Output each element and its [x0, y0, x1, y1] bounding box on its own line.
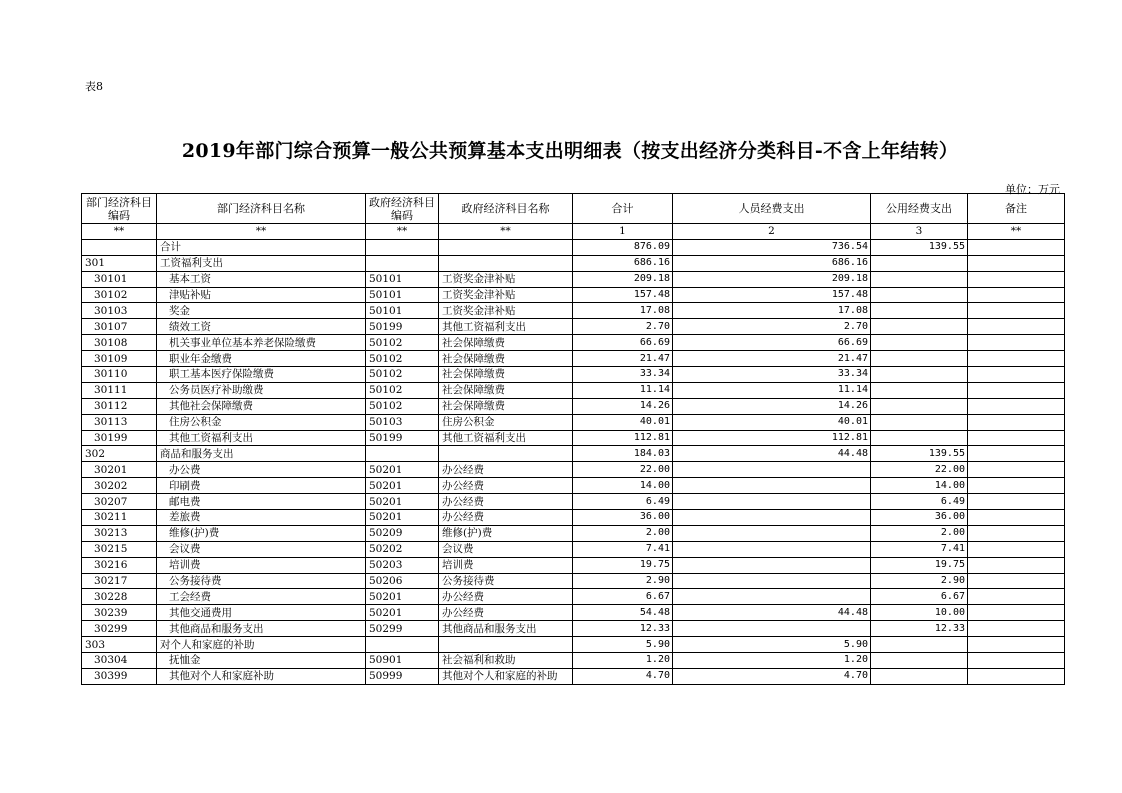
dept-name-cell: 印刷费 [157, 478, 366, 494]
total-cell: 686.16 [573, 255, 673, 271]
gov-code-cell: 50901 [366, 653, 439, 669]
public-cell [871, 351, 968, 367]
remarks-cell [968, 287, 1065, 303]
table-row [82, 637, 1065, 653]
column-index-row [82, 224, 1065, 240]
remarks-cell [968, 668, 1065, 684]
public-cell: 12.33 [871, 621, 968, 637]
dept-name-cell: 职工基本医疗保险缴费 [157, 367, 366, 383]
table-row [82, 398, 1065, 414]
remarks-cell [968, 462, 1065, 478]
gov-name-cell: 工资奖金津补贴 [439, 271, 573, 287]
remarks-cell [968, 414, 1065, 430]
personnel-cell: 686.16 [673, 255, 871, 271]
personnel-cell: 736.54 [673, 239, 871, 255]
table-row [82, 319, 1065, 335]
remarks-cell [968, 271, 1065, 287]
public-cell: 7.41 [871, 541, 968, 557]
public-cell [871, 637, 968, 653]
col-header-dept-name: 部门经济科目名称 [157, 194, 366, 224]
gov-code-cell [366, 637, 439, 653]
dept-code-cell: 30102 [82, 287, 157, 303]
dept-name-cell: 差旅费 [157, 510, 366, 526]
column-index: 2 [673, 224, 871, 240]
gov-code-cell: 50201 [366, 462, 439, 478]
public-cell [871, 271, 968, 287]
remarks-cell [968, 255, 1065, 271]
gov-code-cell: 50206 [366, 573, 439, 589]
gov-code-cell: 50102 [366, 367, 439, 383]
personnel-cell: 66.69 [673, 335, 871, 351]
public-cell: 10.00 [871, 605, 968, 621]
remarks-cell [968, 478, 1065, 494]
total-cell: 184.03 [573, 446, 673, 462]
public-cell: 139.55 [871, 239, 968, 255]
dept-code-cell: 30108 [82, 335, 157, 351]
personnel-cell [673, 589, 871, 605]
total-cell: 6.49 [573, 494, 673, 510]
column-index: ** [157, 224, 366, 240]
gov-code-cell: 50201 [366, 510, 439, 526]
total-cell: 2.90 [573, 573, 673, 589]
total-cell: 1.20 [573, 653, 673, 669]
dept-code-cell: 30239 [82, 605, 157, 621]
col-header-dept-code: 部门经济科目编码 [82, 194, 157, 224]
table-row [82, 494, 1065, 510]
column-index: ** [82, 224, 157, 240]
total-cell: 12.33 [573, 621, 673, 637]
dept-name-cell: 办公费 [157, 462, 366, 478]
personnel-cell: 4.70 [673, 668, 871, 684]
dept-name-cell: 机关事业单位基本养老保险缴费 [157, 335, 366, 351]
table-row [82, 541, 1065, 557]
gov-code-cell: 50102 [366, 382, 439, 398]
remarks-cell [968, 557, 1065, 573]
personnel-cell: 11.14 [673, 382, 871, 398]
dept-code-cell: 303 [82, 637, 157, 653]
dept-code-cell: 30107 [82, 319, 157, 335]
personnel-cell: 5.90 [673, 637, 871, 653]
dept-code-cell: 30199 [82, 430, 157, 446]
personnel-cell: 14.26 [673, 398, 871, 414]
remarks-cell [968, 398, 1065, 414]
public-cell [871, 398, 968, 414]
gov-name-cell: 维修(护)费 [439, 525, 573, 541]
col-header-gov-code: 政府经济科目编码 [366, 194, 439, 224]
remarks-cell [968, 494, 1065, 510]
dept-code-cell [82, 239, 157, 255]
gov-code-cell: 50209 [366, 525, 439, 541]
remarks-cell [968, 430, 1065, 446]
personnel-cell [673, 478, 871, 494]
dept-code-cell: 30213 [82, 525, 157, 541]
dept-name-cell: 对个人和家庭的补助 [157, 637, 366, 653]
table-row [82, 239, 1065, 255]
dept-code-cell: 301 [82, 255, 157, 271]
total-cell: 7.41 [573, 541, 673, 557]
public-cell [871, 668, 968, 684]
remarks-cell [968, 319, 1065, 335]
dept-name-cell: 抚恤金 [157, 653, 366, 669]
table-row [82, 271, 1065, 287]
public-cell: 2.00 [871, 525, 968, 541]
personnel-cell [673, 510, 871, 526]
remarks-cell [968, 589, 1065, 605]
table-row [82, 589, 1065, 605]
dept-code-cell: 30109 [82, 351, 157, 367]
remarks-cell [968, 621, 1065, 637]
dept-name-cell: 公务接待费 [157, 573, 366, 589]
dept-name-cell: 其他对个人和家庭补助 [157, 668, 366, 684]
table-row [82, 668, 1065, 684]
public-cell: 2.90 [871, 573, 968, 589]
dept-code-cell: 30103 [82, 303, 157, 319]
dept-code-cell: 30111 [82, 382, 157, 398]
dept-name-cell: 公务员医疗补助缴费 [157, 382, 366, 398]
dept-code-cell: 30211 [82, 510, 157, 526]
remarks-cell [968, 525, 1065, 541]
remarks-cell [968, 382, 1065, 398]
gov-code-cell: 50201 [366, 478, 439, 494]
table-row [82, 335, 1065, 351]
col-header-total: 合计 [573, 194, 673, 224]
total-cell: 209.18 [573, 271, 673, 287]
gov-name-cell: 办公经费 [439, 494, 573, 510]
remarks-cell [968, 446, 1065, 462]
dept-code-cell: 302 [82, 446, 157, 462]
personnel-cell: 44.48 [673, 446, 871, 462]
dept-code-cell: 30101 [82, 271, 157, 287]
personnel-cell: 17.08 [673, 303, 871, 319]
public-cell: 6.49 [871, 494, 968, 510]
dept-code-cell: 30217 [82, 573, 157, 589]
budget-table [81, 193, 1065, 685]
gov-name-cell: 办公经费 [439, 605, 573, 621]
remarks-cell [968, 653, 1065, 669]
dept-name-cell: 工资福利支出 [157, 255, 366, 271]
table-row [82, 303, 1065, 319]
gov-name-cell: 工资奖金津补贴 [439, 287, 573, 303]
gov-code-cell: 50102 [366, 351, 439, 367]
table-row [82, 382, 1065, 398]
personnel-cell: 40.01 [673, 414, 871, 430]
table-row [82, 351, 1065, 367]
dept-name-cell: 奖金 [157, 303, 366, 319]
unit-label: 单位：万元 [1005, 183, 1060, 196]
table-header [82, 194, 1065, 240]
public-cell [871, 335, 968, 351]
gov-code-cell: 50199 [366, 430, 439, 446]
column-index: ** [968, 224, 1065, 240]
table-row [82, 478, 1065, 494]
table-row [82, 605, 1065, 621]
dept-name-cell: 培训费 [157, 557, 366, 573]
remarks-cell [968, 351, 1065, 367]
gov-code-cell: 50101 [366, 303, 439, 319]
gov-name-cell: 会议费 [439, 541, 573, 557]
personnel-cell [673, 462, 871, 478]
page-title: 2019年部门综合预算一般公共预算基本支出明细表（按支出经济分类科目-不含上年结转） [181, 140, 959, 162]
col-header-gov-name: 政府经济科目名称 [439, 194, 573, 224]
table-row [82, 414, 1065, 430]
table-row [82, 573, 1065, 589]
dept-name-cell: 职业年金缴费 [157, 351, 366, 367]
gov-code-cell: 50102 [366, 398, 439, 414]
public-cell: 36.00 [871, 510, 968, 526]
gov-name-cell: 社会福利和救助 [439, 653, 573, 669]
table-row [82, 621, 1065, 637]
gov-name-cell: 其他商品和服务支出 [439, 621, 573, 637]
total-cell: 17.08 [573, 303, 673, 319]
dept-code-cell: 30215 [82, 541, 157, 557]
gov-code-cell: 50101 [366, 287, 439, 303]
dept-name-cell: 其他社会保障缴费 [157, 398, 366, 414]
personnel-cell: 21.47 [673, 351, 871, 367]
public-cell [871, 414, 968, 430]
personnel-cell [673, 621, 871, 637]
dept-code-cell: 30228 [82, 589, 157, 605]
remarks-cell [968, 303, 1065, 319]
personnel-cell: 1.20 [673, 653, 871, 669]
total-cell: 33.34 [573, 367, 673, 383]
table-row [82, 287, 1065, 303]
table-row [82, 510, 1065, 526]
dept-name-cell: 会议费 [157, 541, 366, 557]
remarks-cell [968, 605, 1065, 621]
dept-name-cell: 维修(护)费 [157, 525, 366, 541]
public-cell [871, 367, 968, 383]
table-row [82, 367, 1065, 383]
dept-name-cell: 其他商品和服务支出 [157, 621, 366, 637]
personnel-cell [673, 541, 871, 557]
total-cell: 2.00 [573, 525, 673, 541]
total-cell: 40.01 [573, 414, 673, 430]
dept-code-cell: 30399 [82, 668, 157, 684]
total-cell: 14.26 [573, 398, 673, 414]
table-row [82, 446, 1065, 462]
total-cell: 36.00 [573, 510, 673, 526]
total-cell: 2.70 [573, 319, 673, 335]
gov-code-cell: 50101 [366, 271, 439, 287]
dept-name-cell: 工会经费 [157, 589, 366, 605]
table-body [82, 239, 1065, 684]
gov-code-cell: 50199 [366, 319, 439, 335]
public-cell [871, 319, 968, 335]
dept-code-cell: 30201 [82, 462, 157, 478]
gov-code-cell: 50202 [366, 541, 439, 557]
remarks-cell [968, 510, 1065, 526]
remarks-cell [968, 573, 1065, 589]
dept-code-cell: 30216 [82, 557, 157, 573]
gov-name-cell: 其他工资福利支出 [439, 430, 573, 446]
personnel-cell: 2.70 [673, 319, 871, 335]
total-cell: 4.70 [573, 668, 673, 684]
gov-name-cell: 其他对个人和家庭的补助 [439, 668, 573, 684]
remarks-cell [968, 239, 1065, 255]
gov-name-cell: 工资奖金津补贴 [439, 303, 573, 319]
gov-name-cell: 培训费 [439, 557, 573, 573]
column-index: 1 [573, 224, 673, 240]
public-cell: 19.75 [871, 557, 968, 573]
gov-name-cell [439, 637, 573, 653]
table-row [82, 557, 1065, 573]
gov-name-cell: 办公经费 [439, 510, 573, 526]
gov-name-cell: 社会保障缴费 [439, 351, 573, 367]
gov-code-cell [366, 446, 439, 462]
gov-code-cell: 50201 [366, 589, 439, 605]
dept-name-cell: 绩效工资 [157, 319, 366, 335]
gov-name-cell [439, 239, 573, 255]
dept-name-cell: 基本工资 [157, 271, 366, 287]
total-cell: 11.14 [573, 382, 673, 398]
dept-name-cell: 商品和服务支出 [157, 446, 366, 462]
public-cell: 139.55 [871, 446, 968, 462]
gov-name-cell: 社会保障缴费 [439, 398, 573, 414]
personnel-cell: 209.18 [673, 271, 871, 287]
dept-code-cell: 30299 [82, 621, 157, 637]
gov-code-cell: 50999 [366, 668, 439, 684]
gov-code-cell: 50103 [366, 414, 439, 430]
total-cell: 19.75 [573, 557, 673, 573]
public-cell [871, 255, 968, 271]
dept-code-cell: 30207 [82, 494, 157, 510]
personnel-cell [673, 557, 871, 573]
gov-code-cell [366, 239, 439, 255]
col-header-public: 公用经费支出 [871, 194, 968, 224]
gov-name-cell: 其他工资福利支出 [439, 319, 573, 335]
personnel-cell: 112.81 [673, 430, 871, 446]
remarks-cell [968, 637, 1065, 653]
table-row [82, 653, 1065, 669]
gov-code-cell: 50201 [366, 494, 439, 510]
gov-name-cell: 住房公积金 [439, 414, 573, 430]
gov-code-cell: 50203 [366, 557, 439, 573]
total-cell: 54.48 [573, 605, 673, 621]
gov-name-cell: 社会保障缴费 [439, 382, 573, 398]
gov-code-cell: 50102 [366, 335, 439, 351]
dept-name-cell: 其他工资福利支出 [157, 430, 366, 446]
dept-name-cell: 住房公积金 [157, 414, 366, 430]
column-index: 3 [871, 224, 968, 240]
gov-name-cell: 社会保障缴费 [439, 335, 573, 351]
table-row [82, 462, 1065, 478]
public-cell [871, 653, 968, 669]
public-cell: 22.00 [871, 462, 968, 478]
total-cell: 5.90 [573, 637, 673, 653]
total-cell: 22.00 [573, 462, 673, 478]
remarks-cell [968, 541, 1065, 557]
dept-code-cell: 30304 [82, 653, 157, 669]
public-cell [871, 382, 968, 398]
gov-name-cell [439, 446, 573, 462]
remarks-cell [968, 367, 1065, 383]
public-cell: 14.00 [871, 478, 968, 494]
gov-name-cell: 办公经费 [439, 462, 573, 478]
total-cell: 112.81 [573, 430, 673, 446]
dept-name-cell: 邮电费 [157, 494, 366, 510]
gov-name-cell: 公务接待费 [439, 573, 573, 589]
table-row [82, 255, 1065, 271]
total-cell: 66.69 [573, 335, 673, 351]
table-row [82, 430, 1065, 446]
personnel-cell [673, 494, 871, 510]
total-cell: 21.47 [573, 351, 673, 367]
public-cell [871, 303, 968, 319]
gov-code-cell: 50201 [366, 605, 439, 621]
gov-name-cell: 办公经费 [439, 478, 573, 494]
remarks-cell [968, 335, 1065, 351]
total-cell: 157.48 [573, 287, 673, 303]
col-header-remarks: 备注 [968, 194, 1065, 224]
dept-code-cell: 30112 [82, 398, 157, 414]
table-row [82, 525, 1065, 541]
dept-name-cell: 津贴补贴 [157, 287, 366, 303]
total-cell: 14.00 [573, 478, 673, 494]
personnel-cell: 33.34 [673, 367, 871, 383]
gov-name-cell [439, 255, 573, 271]
personnel-cell [673, 573, 871, 589]
public-cell [871, 287, 968, 303]
gov-code-cell: 50299 [366, 621, 439, 637]
dept-name-cell: 其他交通费用 [157, 605, 366, 621]
total-cell: 6.67 [573, 589, 673, 605]
table-label: 表8 [85, 80, 103, 93]
gov-code-cell [366, 255, 439, 271]
column-index: ** [439, 224, 573, 240]
dept-code-cell: 30202 [82, 478, 157, 494]
personnel-cell: 157.48 [673, 287, 871, 303]
public-cell [871, 430, 968, 446]
public-cell: 6.67 [871, 589, 968, 605]
dept-name-cell: 合计 [157, 239, 366, 255]
gov-name-cell: 社会保障缴费 [439, 367, 573, 383]
col-header-personnel: 人员经费支出 [673, 194, 871, 224]
column-index: ** [366, 224, 439, 240]
dept-code-cell: 30113 [82, 414, 157, 430]
personnel-cell [673, 525, 871, 541]
total-cell: 876.09 [573, 239, 673, 255]
gov-name-cell: 办公经费 [439, 589, 573, 605]
dept-code-cell: 30110 [82, 367, 157, 383]
personnel-cell: 44.48 [673, 605, 871, 621]
